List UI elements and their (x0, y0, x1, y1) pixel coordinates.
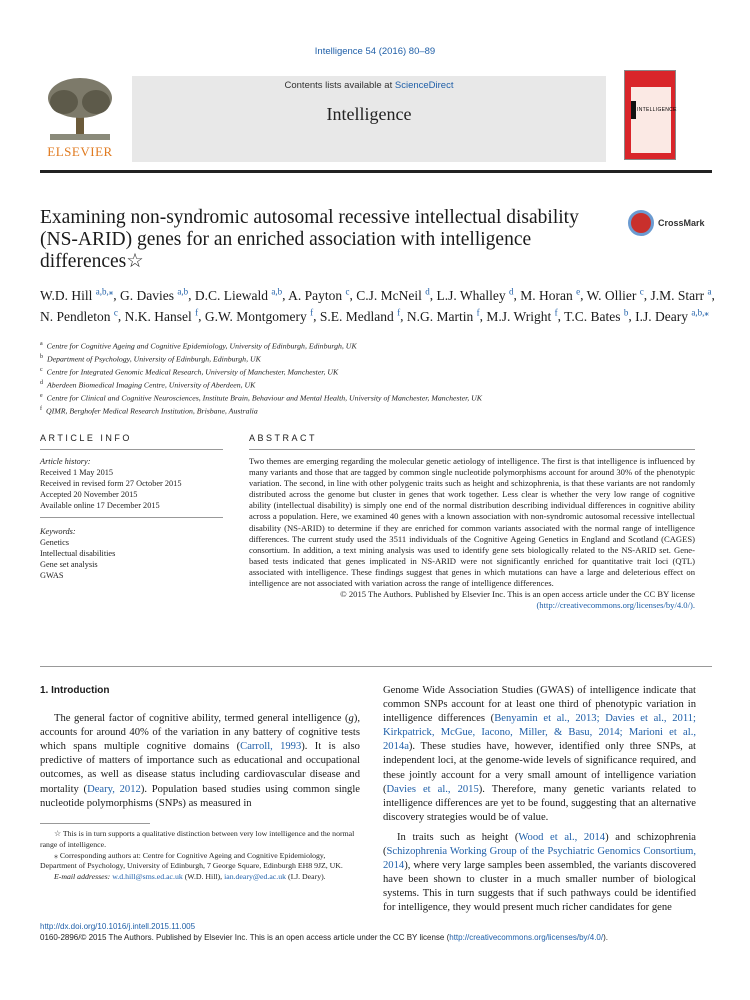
author-name: L.J. Whalley $^d$ (436, 286, 514, 303)
affiliation-key: a (40, 341, 43, 347)
author-affiliation-marker[interactable]: d (509, 286, 514, 296)
footnote-star: ☆ This is in turn supports a qualitative distinction between very low intelligence and the normal range of intelligence. (40, 829, 355, 849)
body-column-right (383, 684, 696, 916)
affiliation-key: c (40, 367, 43, 373)
author-name: N.G. Martin $^f$ (406, 307, 480, 324)
paragraph: Genome Wide Association Studies (GWAS) of intelligence indicate that common SNPs account for at least one third of phenotypic variation in intelligence differences (Benyamin et al., 2013; Davies et al., 2011; Kirkpatrick, McGue, Iacono, Miller, & Basu, 2014; Marioni et al., 2014a). These studies have, however, identified only three SNPs, at independent loci, at the genome-wide levels of significance required, and these jointly account for a very small amount of intelligence variation (Davies et al., 2015). Therefore, many genetic variants related to intelligence differences are yet to be found, suggesting that an alternative discovery strategies would be of value. (383, 685, 696, 823)
author-affiliation-marker[interactable]: c (113, 307, 118, 317)
article-title: Examining non-syndromic autosomal recessive intellectual disability (NS-ARID) genes for an enriched association with intelligence differences☆ (40, 207, 579, 272)
author-affiliation-marker[interactable]: c (639, 286, 644, 296)
ref-link[interactable]: Benyamin et al., 2013; Davies et al., 2011; Kirkpatrick, McGue, Iacono, Miller, & Basu, 2014; Marioni et al., 2014a (383, 713, 696, 753)
author-name: A. Payton $^c$ (288, 286, 350, 303)
affiliation-list (40, 339, 710, 417)
affiliation-text: Centre for Integrated Genomic Medical Research, University of Manchester, Manchester, UK (46, 367, 339, 377)
cover-bar (631, 101, 636, 119)
author-affiliation-marker[interactable]: f (554, 307, 558, 317)
abstract-bottom-rule (40, 666, 712, 667)
author-name: C.J. McNeil $^d$ (356, 286, 430, 303)
header-divider (40, 170, 712, 173)
keyword: GWAS (40, 571, 64, 580)
author-name: N.K. Hansel $^f$ (124, 307, 199, 324)
crossmark-label: CrossMark (658, 218, 705, 228)
sciencedirect-link[interactable]: ScienceDirect (394, 80, 454, 91)
page-footer (40, 921, 712, 943)
author-affiliation-marker[interactable]: d (425, 286, 430, 296)
author-name: M.J. Wright $^f$ (486, 307, 558, 324)
article-info-heading-block (40, 433, 223, 450)
history-accepted: Accepted 20 November 2015 (40, 490, 138, 499)
ref-link[interactable]: Schizophrenia Working Group of the Psychiatric Genomics Consortium, 2014 (383, 846, 696, 872)
issn-line: 0160-2896/© 2015 The Authors. Published by Elsevier Inc. This is an open access article under the CC BY license (http://creativecommons.org/licenses/by/4.0/). (40, 933, 608, 942)
abstract-heading-block (249, 433, 695, 450)
author-name: D.C. Liewald $^{a,b}$ (194, 286, 283, 303)
contents-line (132, 80, 606, 91)
affiliation-key: e (40, 393, 43, 399)
tree-icon (44, 76, 116, 142)
abstract-license (249, 589, 695, 611)
info-rule (40, 517, 223, 518)
abstract-rule (249, 449, 695, 450)
footnote-corresponding: ⁎ Corresponding authors at: Centre for Cognitive Ageing and Cognitive Epidemiology, Department of Psychology, University of Edinburgh, 7 George Square, Edinburgh EH8 9JZ, UK. (40, 850, 343, 871)
footnotes (40, 829, 360, 883)
body-column-left (40, 684, 360, 811)
author-name: I.J. Deary $^{a,b,⁎}$ (635, 307, 709, 324)
author-affiliation-marker[interactable]: e (576, 286, 581, 296)
author-name: G. Davies $^{a,b}$ (120, 286, 189, 303)
affiliation (40, 391, 710, 404)
history-received: Received 1 May 2015 (40, 468, 114, 477)
contents-prefix: Contents lists available at (284, 80, 395, 91)
author-affiliation-marker[interactable]: b (623, 307, 629, 317)
keyword: Intellectual disabilities (40, 549, 116, 558)
affiliation-key: f (40, 406, 42, 412)
keyword: Genetics (40, 538, 70, 547)
cover-panel (631, 87, 677, 153)
affiliation (40, 352, 710, 365)
keyword: Gene set analysis (40, 560, 98, 569)
ref-link[interactable]: Carroll, 1993 (240, 741, 302, 753)
footnote-emails: E-mail addresses: w.d.hill@sms.ed.ac.uk (W.D. Hill), ian.deary@ed.ac.uk (I.J. Deary). (54, 872, 326, 882)
article-info-rule (40, 449, 223, 450)
affiliation (40, 339, 710, 352)
ref-link[interactable]: Deary, 2012 (87, 783, 141, 795)
author-name: M. Horan $^e$ (520, 286, 581, 303)
history-online: Available online 17 December 2015 (40, 501, 160, 510)
history-label: Article history: (40, 457, 91, 466)
author-name: J.M. Starr $^a$ (650, 286, 712, 303)
journal-citation[interactable]: Intelligence 54 (2016) 80–89 (314, 46, 436, 57)
paragraph: The general factor of cognitive ability, termed general intelligence (g), accounts for around 40% of the variation in any battery of cognitive tests which spans multiple cognitive domains (Carroll, 1993). It is also predictive of matters of importance such as educational and occupational outcomes, as well as disease status including cardiovascular disease and mortality (Deary, 2012). Population based studies using common single nucleotide polymorphisms (SNPs) as measured in (40, 713, 360, 809)
author-affiliation-marker[interactable]: a,b,⁎ (691, 307, 709, 317)
affiliation-text: Centre for Clinical and Cognitive Neurosciences, Institute Brain, Behaviour and Mental Health, University of Manchester, Manchester, UK (46, 393, 482, 403)
crossmark-badge[interactable] (628, 210, 712, 238)
email-link[interactable]: ian.deary@ed.ac.uk (224, 872, 287, 882)
author-affiliation-marker[interactable]: a,b (271, 286, 283, 296)
journal-banner (132, 76, 606, 162)
abstract-text: Two themes are emerging regarding the molecular genetic aetiology of intelligence. The first is that intelligence is influenced by many variants and those that are tagged by common single nucleotide polymorphisms account for around 30% of the phenotypic variation. The second, in line with other polygenic traits such as height and schizophrenia, is that these variants are not randomly distributed across the genome but cluster in genes that work together. Less clear is whether the very low range of cognitive ability (intellectual disability) is simply one end of the normal distribution describing individual differences in cognitive ability across a population. Here, we examined 40 genes with a known association with non-syndromic autosomal recessive intellectual disability (NS-ARID) to determine if they are enriched for common variants associated with the normal range of intelligence differences. The current study used the 3511 individuals of the Cognitive Ageing Genetics in England and Scotland (CAGES) consortium. In addition, a text mining analysis was used to identify gene sets biologically related to the NS-ARID set. Gene-based tests indicated that genes implicated in NS-ARID were not significantly enriched for quantitative trait loci (QTL) associated with intelligence. These findings suggest that genes in which mutations can have a large and deleterious effect on intelligence are not associated with variation across the range of intelligence differences. (249, 456, 695, 589)
section-heading: 1. Introduction (40, 685, 110, 696)
license-link[interactable]: http://creativecommons.org/licenses/by/4.0/ (449, 933, 604, 942)
footnote-rule (40, 823, 150, 824)
cover-title: INTELLIGENCE (637, 107, 677, 113)
author-name: N. Pendleton $^c$ (40, 307, 118, 324)
affiliation (40, 378, 710, 391)
affiliation-text: Centre for Cognitive Ageing and Cognitive Epidemiology, University of Edinburgh, Edinburgh, UK (46, 341, 357, 351)
crossmark-icon (628, 210, 654, 236)
publisher-logo (40, 76, 120, 162)
author-affiliation-marker[interactable]: a,b,⁎ (95, 286, 114, 296)
author-name: W. Ollier $^c$ (586, 286, 644, 303)
author-name: T.C. Bates $^b$ (564, 307, 629, 324)
abstract-heading: ABSTRACT (249, 433, 318, 443)
doi-link[interactable]: http://dx.doi.org/10.1016/j.intell.2015.11.005 (40, 922, 196, 931)
affiliation-key: b (40, 354, 43, 360)
ref-link[interactable]: Wood et al., 2014 (518, 831, 606, 843)
affiliation-text: QIMR, Berghofer Medical Research Institution, Brisbane, Australia (46, 406, 258, 416)
author-affiliation-marker[interactable]: f (195, 307, 199, 317)
author-affiliation-marker[interactable]: c (345, 286, 350, 296)
license-link[interactable]: (http://creativecommons.org/licenses/by/4.0/). (536, 600, 695, 611)
author-affiliation-marker[interactable]: f (476, 307, 480, 317)
license-text: © 2015 The Authors. Published by Elsevier Inc. This is an open access article under the CC BY license (340, 589, 695, 600)
affiliation-key: d (40, 380, 43, 386)
author-name: W.D. Hill $^{a,b,⁎}$ (40, 286, 114, 303)
article-info (40, 456, 223, 581)
email-link[interactable]: w.d.hill@sms.ed.ac.uk (112, 872, 183, 882)
author-affiliation-marker[interactable]: a,b (177, 286, 189, 296)
journal-header (40, 76, 712, 164)
author-name: S.E. Medland $^f$ (319, 307, 401, 324)
author-affiliation-marker[interactable]: a (707, 286, 712, 296)
keywords-label: Keywords: (40, 527, 76, 536)
author-affiliation-marker[interactable]: f (397, 307, 401, 317)
ref-link[interactable]: Davies et al., 2015 (386, 783, 479, 795)
history-revised: Received in revised form 27 October 2015 (40, 479, 182, 488)
abstract (249, 456, 695, 611)
author-affiliation-marker[interactable]: f (310, 307, 314, 317)
affiliation-text: Department of Psychology, University of Edinburgh, Edinburgh, UK (47, 354, 261, 364)
paragraph: In traits such as height (Wood et al., 2014) and schizophrenia (Schizophrenia Working Group of the Psychiatric Genomics Consortium, 2014), where very large samples been assembled, the variants discovered have been shown to cluster in a much smaller number of biological systems. This in turn suggests that if such pathways could be identified for intelligence, they would present much richer candidates for gene (383, 831, 696, 914)
affiliation-text: Aberdeen Biomedical Imaging Centre, University of Aberdeen, UK (47, 380, 256, 390)
journal-name: Intelligence (326, 104, 412, 124)
elsevier-wordmark: ELSEVIER (47, 144, 113, 159)
affiliation (40, 365, 710, 378)
affiliation (40, 404, 710, 417)
author-list: W.D. Hill $^{a,b,⁎}$, G. Davies $^{a,b}$, D.C. Liewald $^{a,b}$, A. Payton $^c$, C.J. McNeil $^d$, L.J. Whalley $^d$, M. Horan $^e$, W. Ollier $^c$, J.M. Starr $^a$, N. Pendleton $^c$, N.K. Hansel $^f$, G.W. Montgomery $^f$, S.E. Medland $^f$, N.G. Martin $^f$, M.J. Wright $^f$, T.C. Bates $^b$, I.J. Deary $^{a,b,⁎}$ (40, 286, 715, 324)
article-info-heading: ARTICLE INFO (40, 433, 132, 443)
author-name: G.W. Montgomery $^f$ (204, 307, 314, 324)
journal-cover (624, 70, 676, 160)
